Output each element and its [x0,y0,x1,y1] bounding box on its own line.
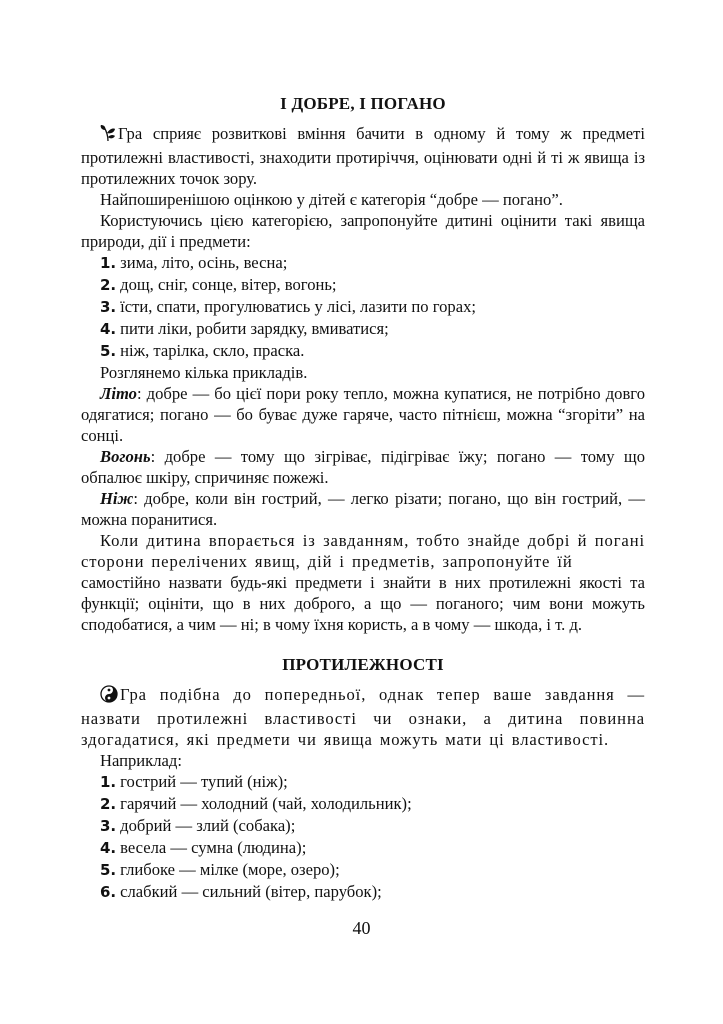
example-paragraph: Вогонь: добре — тому що зігріває, підігріває їжу; погано — тому що обпалює шкіру, спричиняє пожежі. [81,447,645,487]
list-item: 1. гострий — тупий (ніж); [100,772,288,791]
example-paragraph: Ніж: добре, коли він гострий, — легко різати; погано, що він гострий, — можна поранитися. [81,489,645,529]
page-content [81,93,645,903]
list-item: 5. ніж, тарілка, скло, праска. [100,341,305,360]
list-item: 1. зима, літо, осінь, весна; [100,253,288,272]
paragraph: Найпоширенішою оцінкою у дітей є категорія “добре — погано”. [100,190,563,209]
list-item: 4. весела — сумна (людина); [100,838,307,857]
list-item: 2. дощ, сніг, сонце, вітер, вогонь; [100,275,337,294]
example-paragraph: Літо: добре — бо цієї пори року тепло, можна купатися, не потрібно довго одягатися; погано — бо буває дуже гаряче, часто пітнієш, можна “згоріти” на сонці. [81,384,645,445]
paragraph: Розглянемо кілька прикладів. [100,363,308,382]
list-item: 2. гарячий — холодний (чай, холодильник); [100,794,412,813]
section-title: ПРОТИЛЕЖНОСТІ [282,655,444,674]
list [81,771,645,903]
example-keyword: Ніж [100,489,134,508]
list-item: 6. слабкий — сильний (вітер, парубок); [100,882,382,901]
paragraph: Коли дитина впорається із завданням, тобто знайде добрі й погані сторони перелічених явищ, дій і предметів, запропонуйте їй [81,531,645,571]
paragraph: Користуючись цією категорією, запропонуйте дитині оцінити такі явища природи, дії і предмети: [81,211,645,251]
paragraph: самостійно назвати будь-які предмети і знайти в них протилежні якості та функції; оцініти, що в них доброго, а що — поганого; чим вони можуть сподобатися, а чим — ні; в чому їхня користь, а в чому — шкода, і т. д. [81,573,645,634]
sprout-icon [100,124,116,147]
page-number: 40 [352,918,371,938]
list [81,252,645,362]
example-keyword: Літо [100,384,137,403]
example-keyword: Вогонь [100,447,151,466]
paragraph: Наприклад: [100,751,182,770]
intro-paragraph: Гра подібна до попередньої, однак тепер ваше завдання — назвати протилежні властивості чи ознаки, а дитина повинна здогадатися, які предмети чи явища можуть мати ці властивості. [81,685,645,749]
list-item: 3. добрий — злий (собака); [100,816,296,835]
yin-yang-icon [100,685,118,708]
list-item: 5. глибоке — мілке (море, озеро); [100,860,340,879]
list-item: 4. пити ліки, робити зарядку, вмиватися; [100,319,389,338]
list-item: 3. їсти, спати, прогулюватись у лісі, лазити по горах; [100,297,476,316]
section-title: І ДОБРЕ, І ПОГАНО [280,94,446,113]
intro-paragraph: Гра сприяє розвиткові вміння бачити в одному й тому ж предметі протилежні властивості, знаходити протиріччя, оцінювати одні й ті ж явища із протилежних точок зору. [81,124,645,188]
